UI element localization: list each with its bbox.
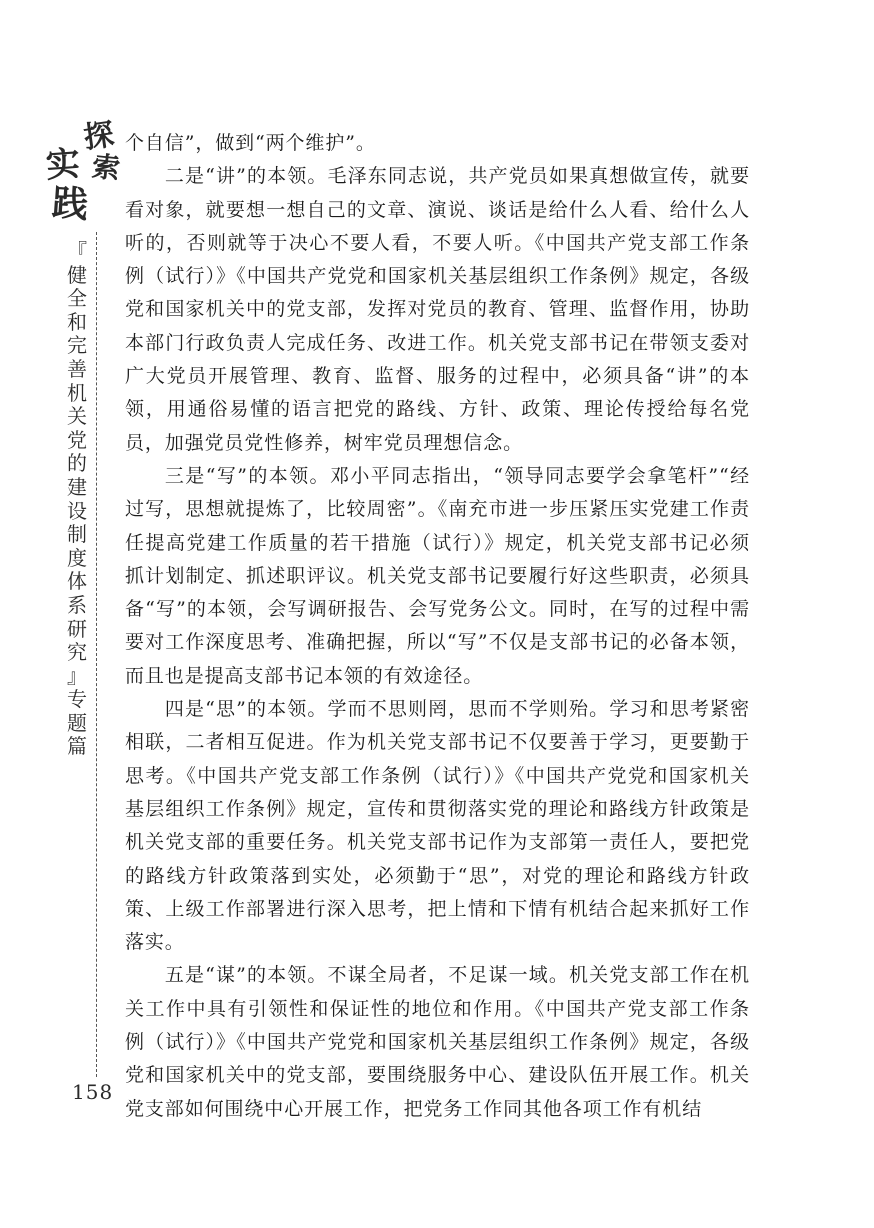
title-char: 善 — [67, 356, 87, 381]
logo-char: 索 — [90, 149, 122, 186]
paragraph: 三是“写”的本领。邓小平同志指出，“领导同志要学会拿笔杆”“经过写，思想就提炼了，比较周密”。《南充市进一步压紧压实党建工作责任提高党建工作质量的若干措施（试行）》规定，机关党支部书记必须抓计划制定、抓述职评议。机关党支部书记要履行好这些职责，必须具备“写”的本领，会写调研报告、会写党务公文。同时，在写的过程中需要对工作深度思考、准确把握，所以“写”不仅是支部书记的必备本领，而且也是提高支部书记本领的有效途径。 — [125, 464, 750, 687]
paragraph: 个自信”，做到“两个维护”。 — [125, 132, 376, 154]
title-char: 系 — [67, 592, 87, 617]
title-char: 健 — [67, 262, 87, 287]
title-char: 篇 — [67, 734, 87, 759]
title-char: 全 — [67, 286, 87, 311]
section-title-vertical — [62, 240, 92, 759]
title-char: 和 — [67, 309, 87, 334]
paragraph: 五是“谋”的本领。不谋全局者，不足谋一域。机关党支部工作在机关工作中具有引领性和保证性的地位和作用。《中国共产党支部工作条例（试行）》《中国共产党党和国家机关基层组织工作条例》规定，各级党和国家机关中的党支部，要围绕服务中心、建设队伍开展工作。机关党支部如何围绕中心开展工作，把党务工作同其他各项工作有机结 — [125, 964, 750, 1120]
title-char: 制 — [67, 522, 87, 547]
title-char: 』 — [67, 663, 87, 688]
title-char: 机 — [67, 380, 87, 405]
title-char: 专 — [67, 687, 87, 712]
title-char: 题 — [67, 710, 87, 735]
column-logo — [40, 117, 122, 230]
paragraph: 四是“思”的本领。学而不思则罔，思而不学则殆。学习和思考紧密相联，二者相互促进。作为机关党支部书记不仅要善于学习，更要勤于思考。《中国共产党支部工作条例（试行）》《中国共产党党和国家机关基层组织工作条例》规定，宣传和贯彻落实党的理论和路线方针政策是机关党支部的重要任务。机关党支部书记作为支部第一责任人，要把党的路线方针政策落到实处，必须勤于“思”，对党的理论和路线方针政策、上级工作部署进行深入思考，把上情和下情有机结合起来抓好工作落实。 — [125, 698, 750, 954]
title-char: 『 — [67, 239, 87, 263]
logo-char: 践 — [50, 181, 90, 227]
paragraph: 二是“讲”的本领。毛泽东同志说，共产党员如果真想做宣传，就要看对象，就要想一想自己的文章、演说、谈话是给什么人看、给什么人听的，否则就等于决心不要人看，不要人听。《中国共产党支部工作条例（试行）》《中国共产党党和国家机关基层组织工作条例》规定，各级党和国家机关中的党支部，发挥对党员的教育、管理、监督作用，协助本部门行政负责人完成任务、改进工作。机关党支部书记在带领支委对广大党员开展管理、教育、监督、服务的过程中，必须具备“讲”的本领，用通俗易懂的语言把党的路线、方针、政策、理论传授给每名党员，加强党员党性修养，树牢党员理想信念。 — [125, 165, 750, 454]
title-char: 研 — [67, 616, 87, 641]
title-char: 关 — [67, 404, 87, 429]
title-char: 建 — [67, 474, 87, 499]
title-char: 完 — [67, 333, 87, 358]
margin-dashed-divider — [96, 232, 97, 1077]
body-text — [125, 127, 750, 1126]
logo-char: 实 — [44, 143, 82, 187]
title-char: 体 — [67, 569, 87, 594]
title-char: 党 — [67, 427, 87, 452]
title-char: 度 — [67, 545, 87, 570]
title-char: 究 — [67, 640, 87, 665]
title-char: 设 — [67, 498, 87, 523]
title-char: 的 — [67, 451, 87, 476]
logo-char: 探 — [81, 117, 117, 156]
page-number: 158 — [72, 1080, 114, 1104]
